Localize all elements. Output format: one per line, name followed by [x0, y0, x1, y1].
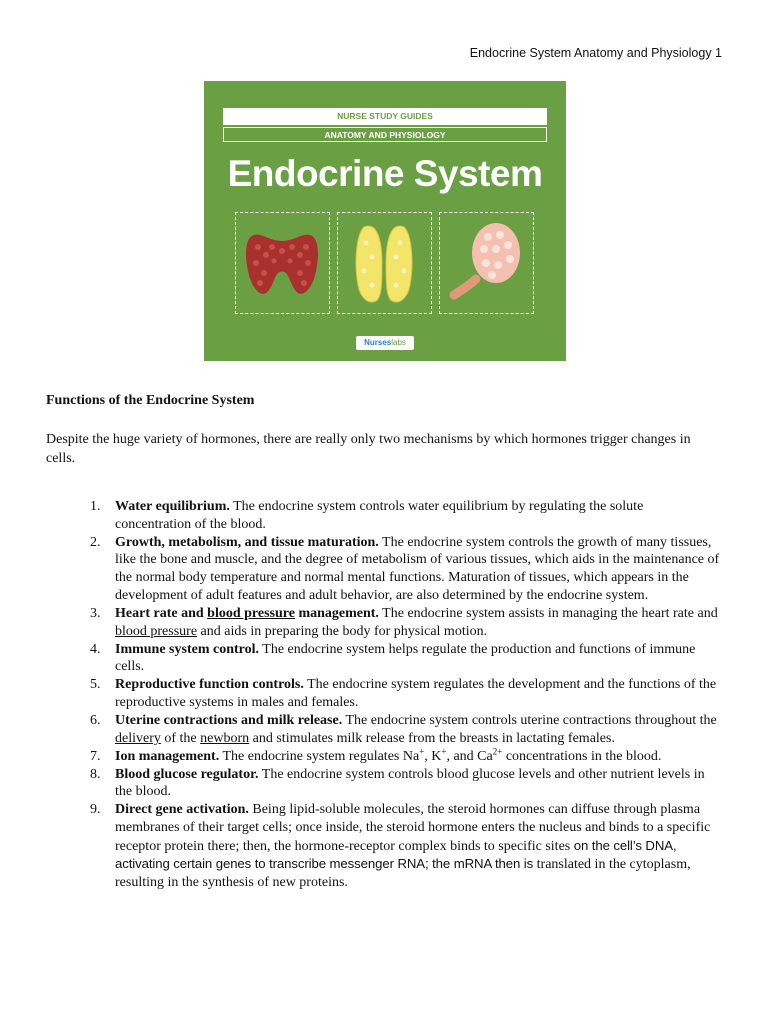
item-number: 6.	[90, 712, 101, 728]
item-number: 9.	[90, 802, 101, 818]
item-text: The endocrine system regulates Na	[219, 748, 420, 764]
item-text: The endocrine system controls water equilibrium by regulating the solute concentration of the blood.	[115, 499, 644, 532]
list-item	[90, 712, 720, 747]
cover-band-anatomy-physiology: ANATOMY AND PHYSIOLOGY	[223, 127, 547, 142]
blood-pressure-link[interactable]: blood pressure	[115, 623, 198, 639]
superscript: 2+	[492, 745, 503, 756]
item-title: Uterine contractions and milk release.	[115, 712, 343, 728]
item-number: 8.	[90, 766, 101, 782]
cover-image	[204, 81, 566, 361]
thyroid-gland-icon	[236, 213, 328, 312]
list-item	[90, 766, 720, 801]
newborn-link[interactable]: newborn	[200, 730, 250, 746]
list-item	[90, 605, 720, 640]
item-text: , and Ca	[446, 748, 493, 764]
item-number: 2.	[90, 534, 101, 550]
item-number: 3.	[90, 605, 101, 621]
item-text: of the	[160, 730, 201, 746]
item-text: , K	[424, 748, 442, 764]
item-text: translated in the cytoplasm, resulting in the synthesis of new proteins.	[115, 857, 691, 891]
list-item	[90, 641, 720, 676]
adrenal-gland-box	[337, 212, 432, 314]
list-item	[90, 676, 720, 711]
item-number: 4.	[90, 641, 101, 657]
item-title: Blood glucose regulator.	[115, 766, 259, 782]
section-heading: Functions of the Endocrine System	[46, 393, 255, 408]
delivery-link[interactable]: delivery	[115, 730, 161, 746]
thyroid-gland-box	[235, 212, 330, 314]
cover-title: Endocrine System	[227, 153, 543, 194]
item-title: Water equilibrium.	[115, 499, 230, 514]
list-item	[90, 745, 720, 766]
item-title: Growth, metabolism, and tissue maturation.	[115, 534, 379, 550]
nurseslabs-logo: Nurseslabs	[356, 336, 414, 350]
pancreas-icon	[440, 213, 532, 312]
blood-pressure-link[interactable]: blood pressure	[207, 605, 295, 621]
cover-band-nurse-study-guides: NURSE STUDY GUIDES	[223, 108, 547, 125]
item-title: Heart rate and blood pressure management.	[115, 605, 379, 621]
item-text: and stimulates milk release from the breasts in lactating females.	[249, 730, 615, 746]
item-number: 7.	[90, 748, 101, 764]
item-title: Direct gene activation.	[115, 802, 249, 818]
item-title: Reproductive function controls.	[115, 677, 304, 693]
item-number: 1.	[90, 499, 101, 514]
list-item	[90, 534, 720, 605]
functions-list	[90, 498, 720, 892]
item-text: The endocrine system controls blood glucose levels and other nutrient levels in the blood.	[115, 766, 705, 800]
item-text: concentrations in the blood.	[502, 748, 662, 764]
adrenal-gland-icon	[338, 213, 430, 312]
superscript: +	[441, 745, 447, 756]
pancreas-box	[439, 212, 534, 314]
item-text: and aids in preparing the body for physical motion.	[197, 623, 488, 639]
list-item	[90, 498, 720, 533]
item-text: The endocrine system controls the growth of many tissues, like the bone and muscle, and the degree of metabolism of various tissues, which aids in the maintenance of the normal body temperature and normal mental functions. Maturation of tissues, which appears in the development of adult features and adult behavior, are also determined by the endocrine system.	[115, 534, 720, 603]
running-header: Endocrine System Anatomy and Physiology 1	[469, 46, 722, 60]
item-text-sans: on the cell’s DNA, activating certain genes to transcribe messenger RNA; the mRNA then is	[115, 837, 677, 872]
item-number: 5.	[90, 677, 101, 693]
list-item	[90, 801, 720, 892]
superscript: +	[419, 745, 425, 756]
intro-paragraph: Despite the huge variety of hormones, there are really only two mechanisms by which hormones trigger changes in cells.	[46, 432, 691, 466]
item-title: Ion management.	[115, 748, 220, 764]
item-text: The endocrine system assists in managing the heart rate and	[378, 605, 718, 621]
item-text: The endocrine system regulates the development and the functions of the reproductive systems in males and females.	[115, 677, 717, 710]
item-text: The endocrine system controls uterine contractions throughout the	[342, 712, 717, 728]
item-text: Being lipid-soluble molecules, the steroid hormones can diffuse through plasma membranes of their target cells; once inside, the steroid hormone enters the nucleus and binds to a specific receptor protein there; then, the hormone-receptor complex binds to specific sites	[115, 802, 711, 854]
item-text: The endocrine system helps regulate the production and functions of immune cells.	[115, 641, 696, 675]
item-title: Immune system control.	[115, 641, 260, 657]
